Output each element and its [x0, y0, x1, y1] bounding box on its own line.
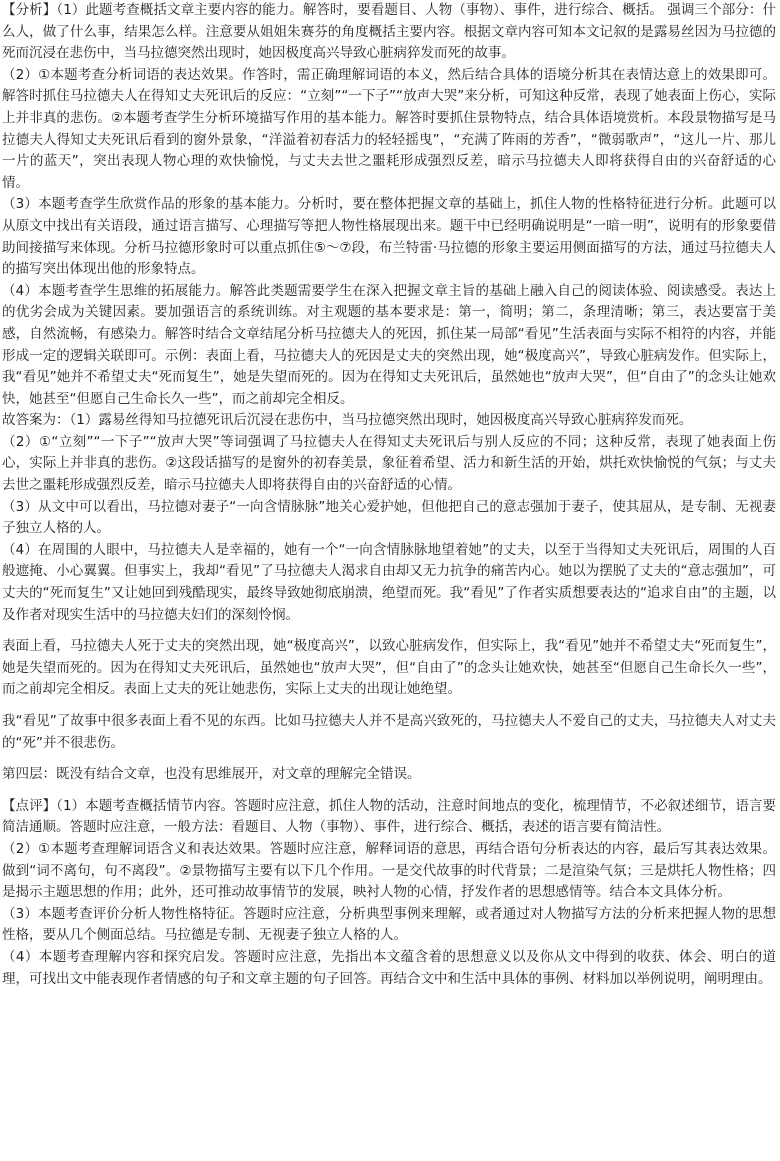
sample-answer-one: 表面上看，马拉德夫人死于丈夫的突然出现，她“极度高兴”，以致心脏病发作，但实际上，我“看见”她并不希望丈夫“死而复生”，她是失望而死的。因为在得知丈夫死讯后，虽然她也“放声大哭”，但“自由了”的念头让她欢快，她甚至“但愿自己生命长久一些”，而之前却完全相反。表面上丈夫的死让她悲伤，实际上丈夫的出现让她绝望。	[2, 638, 776, 698]
answer-paragraph-3: （3）从文中可以看出，马拉德对妻子“一向含情脉脉”地关心爱护她，但他把自己的意志强加于妻子，使其屈从，是专制、无视妻子独立人格的人。	[2, 498, 776, 537]
analysis-paragraph-1: 【分析】（1）此题考查概括文章主要内容的能力。解答时，要看题目、人物（事物）、事件，进行综合、概括。 强调三个部分：什么人，做了什么事，结果怎么样。注意要从姐姐朱赛芬的角度概括主要内容。根据文章内容可知本文记叙的是露易丝因为马拉德的死而沉浸在悲伤中，当马拉德突然出现时，她因极度高兴导致心脏病猝发而死的故事。	[2, 2, 776, 62]
analysis-section	[2, 0, 776, 410]
answer-section	[2, 410, 776, 626]
answer-paragraph-4: （4）在周围的人眼中，马拉德夫人是幸福的，她有一个“一向含情脉脉地望着她”的丈夫，以至于当得知丈夫死讯后，周围的人百般遮掩、小心翼翼。但事实上，我却“看见”了马拉德夫人渴求自由却又无力抗争的痛苦内心。她以为摆脱了丈夫的“意志强加”，可丈夫的“死而复生”又让她回到残酷现实，最终导致她彻底崩溃，绝望而死。我“看见”了作者实质想要表达的“追求自由”的主题，以及作者对现实生活中的马拉德夫妇们的深刻怜悯。	[2, 541, 776, 623]
answer-paragraph-2: （2）①“立刻”“一下子”“放声大哭”等词强调了马拉德夫人在得知丈夫死讯后与别人反应的不同；这种反常，表现了她表面上伤心，实际上并非真的悲伤。②这段话描写的是窗外的初春美景，象征着希望、活力和新生活的开始，烘托欢快愉悦的气氛；与丈夫去世之噩耗形成强烈反差，暗示马拉德夫人即将获得自由的兴奋舒适的心情。	[2, 433, 776, 494]
spacer	[2, 786, 776, 796]
analysis-paragraph-4: （4）本题考查学生思维的拓展能力。解答此类题需要学生在深入把握文章主旨的基础上融入自己的阅读体验、阅读感受。表达上的优劣会成为关键因素。要加强语言的系统训练。对主观题的基本要求是：第一，简明；第二，条理清晰；第三，表达要富于美感，自然流畅，有感染力。解答时结合文章结尾分析马拉德夫人的死因，抓住某一局部“看见”生活表面与实际不相符的内容，并能形成一定的逻辑关联即可。示例：表面上看，马拉德夫人的死因是丈夫的突然出现，她“极度高兴”，导致心脏病发作。但实际上，我“看见”她并不希望丈夫“死而复生”，她是失望而死的。因为在得知丈夫死讯后，虽然她也“放声大哭”，但“自由了”的念头让她欢快，她甚至“但愿自己生命长久一些”，而之前却完全相反。	[2, 282, 776, 407]
comment-section	[2, 796, 776, 990]
spacer	[2, 626, 776, 636]
spacer	[2, 701, 776, 711]
comment-paragraph-3: （3）本题考查评价分析人物性格特征。答题时应注意，分析典型事例来理解，或者通过对人物描写方法的分析来把握人物的思想性格，要从几个侧面总结。马拉德是专制、无视妻子独立人格的人。	[2, 905, 776, 944]
answer-paragraph-1: 故答案为：（1）露易丝得知马拉德死讯后沉浸在悲伤中，当马拉德突然出现时，她因极度高兴导致心脏病猝发而死。	[2, 412, 693, 429]
comment-paragraph-2: （2）①本题考查理解词语含义和表达效果。答题时应注意，解释词语的意思，再结合语句分析表达的内容，最后写其表达效果。做到“词不离句，句不离段”。②景物描写主要有以下几个作用。一是交代故事的时代背景；二是渲染气氛；三是烘托人物性格；四是揭示主题思想的作用；此外，还可推动故事情节的发展，映衬人物的心情，抒发作者的思想感情等。结合本文具体分析。	[2, 840, 776, 901]
analysis-paragraph-2: （2）①本题考查分析词语的表达效果。作答时，需正确理解词语的本义，然后结合具体的语境分析其在表情达意上的效果即可。解答时抓住马拉德夫人在得知丈夫死讯后的反应：“立刻”“一下子”“放声大哭”来分析，可知这种反常，表现了她表面上伤心，实际上并非真的悲伤。②本题考查学生分析环境描写作用的基本能力。解答时要抓住景物特点，结合具体语境赏析。本段景物描写是马拉德夫人得知丈夫死讯后看到的窗外景象，“洋溢着初春活力的轻轻摇曳”，“充满了阵雨的芳香”，“微弱歌声”，“这儿一片、那儿一片的蓝天”，突出表现人物心理的欢快愉悦，与丈夫去世之噩耗形成强烈反差，暗示马拉德夫人即将获得自由的兴奋舒适的心情。	[2, 66, 776, 191]
grading-level-four: 第四层：既没有结合文章，也没有思维展开，对文章的理解完全错误。	[2, 766, 421, 783]
sample-answer-two: 我“看见”了故事中很多表面上看不见的东西。比如马拉德夫人并不是高兴致死的，马拉德夫人不爱自己的丈夫，马拉德夫人对丈夫的“死”并不很悲伤。	[2, 713, 776, 751]
comment-paragraph-1: 【点评】（1）本题考查概括情节内容。答题时应注意，抓住人物的活动，注意时间地点的变化，梳理情节，不必叙述细节，语言要简洁通顺。答题时应注意，一般方法：看题目、人物（事物）、事件，进行综合、概括，表述的语言要有简洁性。	[2, 797, 776, 836]
analysis-paragraph-3: （3）本题考查学生欣赏作品的形象的基本能力。分析时，要在整体把握文章的基础上，抓住人物的性格特征进行分析。此题可以从原文中找出有关语段，通过语言描写、心理描写等把人物性格展现出来。题干中已经明确说明是“一暗一明”，说明有的形象要借助间接描写来体现。分析马拉德形象时可以重点抓住⑤～⑦段，布兰特雷·马拉德的形象主要运用侧面描写的方法，通过马拉德夫人的描写突出体现出他的形象特点。	[2, 196, 776, 278]
comment-paragraph-4: （4）本题考查理解内容和探究启发。答题时应注意，先指出本文蕴含着的思想意义以及你从文中得到的收获、体会、明白的道理，可找出文中能表现作者情感的句子和文章主题的句子回答。再结合文中和生活中具体的事例、材料加以举例说明，阐明理由。	[2, 948, 776, 987]
spacer	[2, 754, 776, 764]
